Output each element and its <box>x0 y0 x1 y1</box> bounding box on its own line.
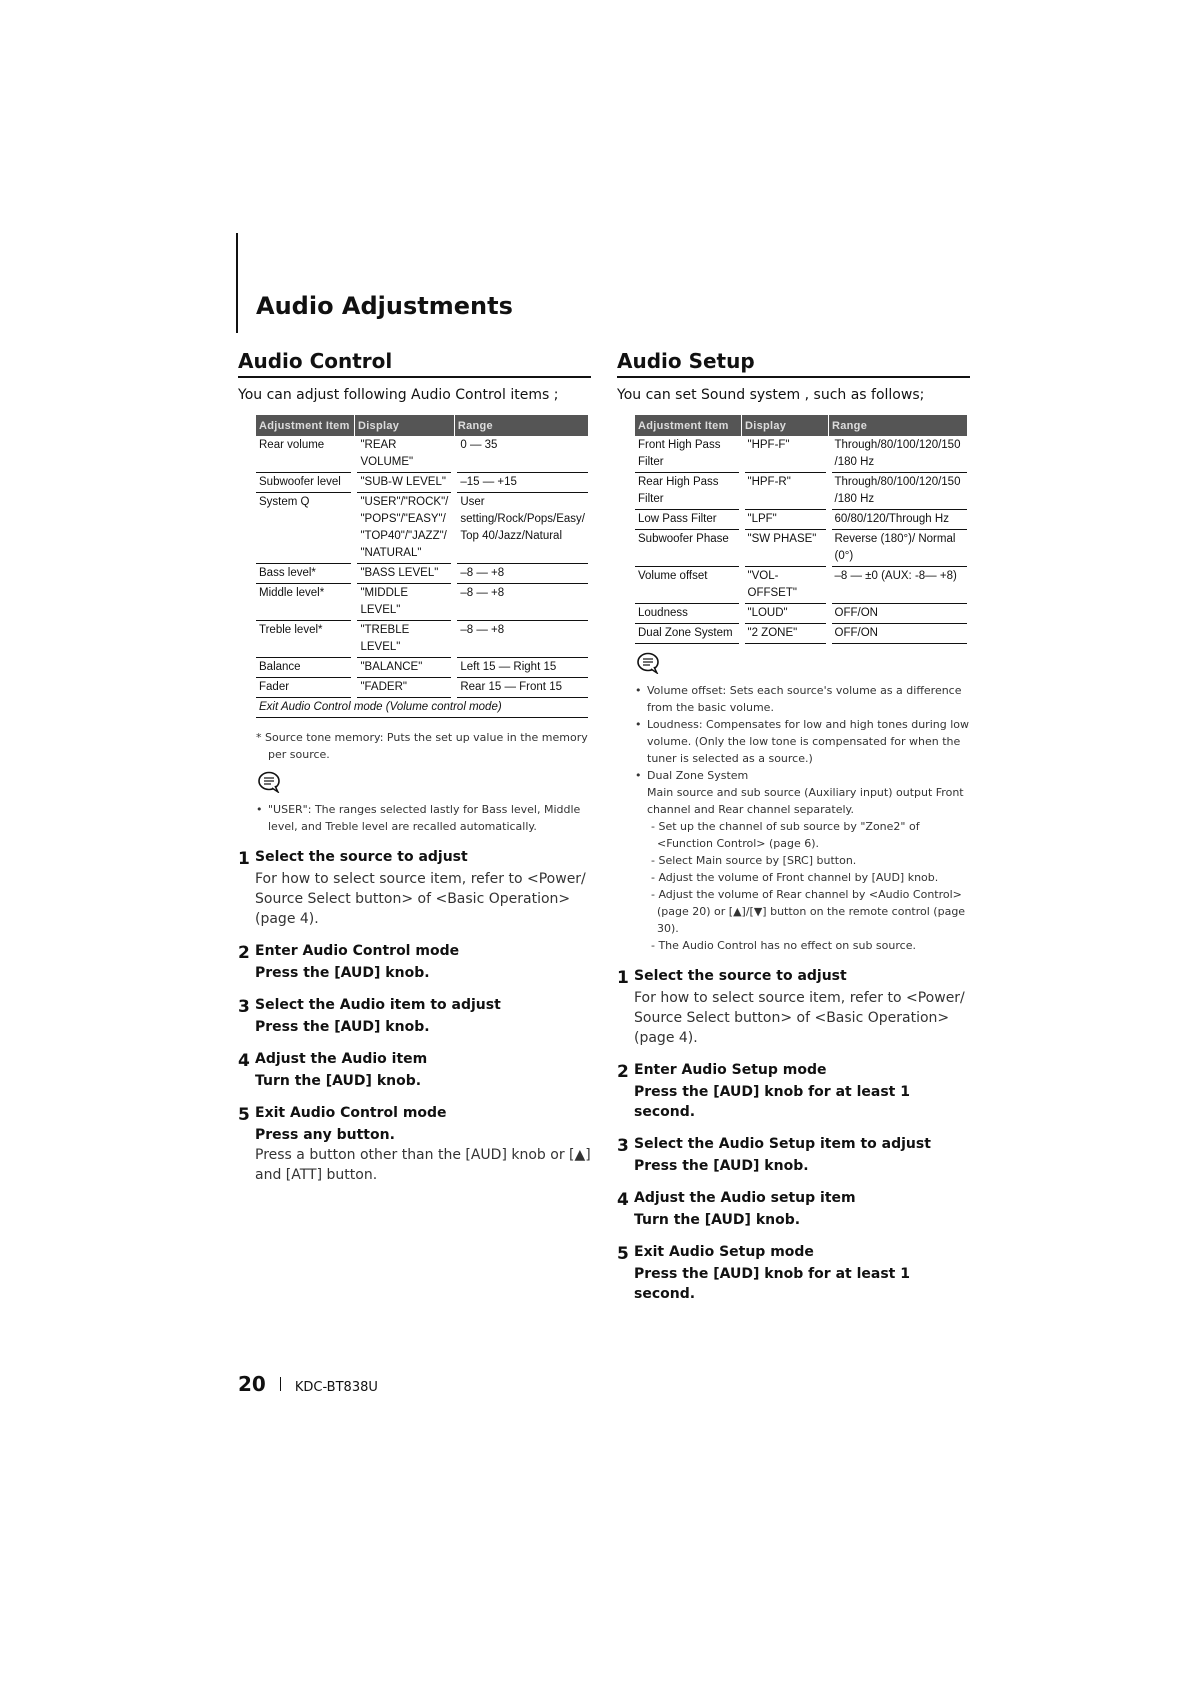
cell-display: "SUB-W LEVEL" <box>354 473 454 493</box>
cell-item: Bass level* <box>256 564 354 584</box>
volume-offset-note: • Volume offset: Sets each source's volume as a difference from the basic volume. <box>635 682 970 716</box>
dual-zone-note: • Dual Zone System <box>635 767 970 784</box>
cell-item: Subwoofer level <box>256 473 354 493</box>
cell-display: "TREBLE LEVEL" <box>354 621 454 658</box>
table-row <box>256 678 588 698</box>
cell-display: "HPF-R" <box>742 473 829 510</box>
cell-range: –8 — ±0 (AUX: -8— +8) <box>829 567 968 604</box>
step <box>238 1051 591 1091</box>
cell-range: –15 — +15 <box>454 473 588 493</box>
cell-item: Loudness <box>635 604 742 624</box>
cell-display: "USER"/"ROCK"/ "POPS"/"EASY"/ "TOP40"/"JAZZ"/ "NATURAL" <box>354 493 454 564</box>
step-title: Adjust the Audio setup item <box>634 1190 856 1206</box>
cell-display: "BALANCE" <box>354 658 454 678</box>
audio-setup-section <box>617 348 970 1304</box>
cell-item: Middle level* <box>256 584 354 621</box>
step-title: Select the Audio item to adjust <box>255 997 501 1013</box>
step-action: Press the [AUD] knob. <box>634 1158 809 1174</box>
col-header-display: Display <box>354 415 454 436</box>
cell-range: OFF/ON <box>829 604 968 624</box>
step <box>238 849 591 929</box>
loudness-note: • Loudness: Compensates for low and high tones during low volume. (Only the low tone is compensated for when the tuner is selected as a source.) <box>635 716 970 767</box>
table-row <box>256 564 588 584</box>
step-text: Press a button other than the [AUD] knob or [▲] and [ATT] button. <box>255 1147 591 1183</box>
step <box>238 943 591 983</box>
step-action: Press the [AUD] knob. <box>255 1019 430 1035</box>
cell-range: 60/80/120/Through Hz <box>829 510 968 530</box>
exit-mode-text: Exit Audio Control mode (Volume control mode) <box>256 698 588 718</box>
cell-item: Subwoofer Phase <box>635 530 742 567</box>
step-title: Enter Audio Control mode <box>255 943 460 959</box>
audio-setup-table <box>635 415 967 644</box>
table-row <box>635 567 967 604</box>
step-text: For how to select source item, refer to <Power/ Source Select button> of <Basic Operation> (page 4). <box>255 871 586 927</box>
cell-item: Dual Zone System <box>635 624 742 644</box>
table-row <box>256 584 588 621</box>
step-action: Press the [AUD] knob for at least 1 second. <box>634 1266 910 1302</box>
col-header-item: Adjustment Item <box>635 415 742 436</box>
col-header-range: Range <box>829 415 968 436</box>
audio-control-heading: Audio Control <box>238 348 591 378</box>
table-row <box>256 658 588 678</box>
cell-display: "VOL-OFFSET" <box>742 567 829 604</box>
audio-setup-intro: You can set Sound system , such as follows; <box>617 387 925 403</box>
page-number: 20 <box>238 1372 266 1396</box>
table-row <box>635 624 967 644</box>
cell-display: "SW PHASE" <box>742 530 829 567</box>
page-title: Audio Adjustments <box>256 292 513 320</box>
note-icon <box>256 771 286 793</box>
model-name: KDC-BT838U <box>294 1380 378 1395</box>
cell-item: Low Pass Filter <box>635 510 742 530</box>
cell-display: "2 ZONE" <box>742 624 829 644</box>
step-action: Press the [AUD] knob. <box>255 965 430 981</box>
cell-range: Through/80/100/120/150 /180 Hz <box>829 436 968 473</box>
step <box>238 1105 591 1185</box>
table-row <box>256 621 588 658</box>
cell-item: Rear High Pass Filter <box>635 473 742 510</box>
step-number: 4 <box>238 1051 250 1071</box>
cell-range: Rear 15 — Front 15 <box>454 678 588 698</box>
cell-range: 0 — 35 <box>454 436 588 473</box>
step-number: 4 <box>617 1190 629 1210</box>
title-rule <box>236 233 238 333</box>
step <box>617 968 970 1048</box>
cell-range: –8 — +8 <box>454 584 588 621</box>
step-number: 3 <box>238 997 250 1017</box>
step <box>617 1244 970 1304</box>
dual-zone-item: - Select Main source by [SRC] button. <box>651 854 857 867</box>
step-number: 3 <box>617 1136 629 1156</box>
table-row <box>635 436 967 473</box>
dual-zone-description: Main source and sub source (Auxiliary input) output Front channel and Rear channel separately. <box>647 786 964 816</box>
table-row <box>635 530 967 567</box>
cell-range: Through/80/100/120/150 /180 Hz <box>829 473 968 510</box>
cell-range: Reverse (180°)/ Normal (0°) <box>829 530 968 567</box>
cell-display: "HPF-F" <box>742 436 829 473</box>
dual-zone-item: - The Audio Control has no effect on sub source. <box>651 939 916 952</box>
cell-item: Volume offset <box>635 567 742 604</box>
step-title: Exit Audio Setup mode <box>634 1244 814 1260</box>
table-row <box>635 510 967 530</box>
audio-control-section <box>238 348 591 1185</box>
cell-range: OFF/ON <box>829 624 968 644</box>
col-header-item: Adjustment Item <box>256 415 354 436</box>
dual-zone-item: - Adjust the volume of Rear channel by <Audio Control> (page 20) or [▲]/[▼] button on the remote control (page 30). <box>651 888 966 935</box>
step-number: 2 <box>617 1062 629 1082</box>
step <box>617 1136 970 1176</box>
step-number: 1 <box>238 849 250 869</box>
note-icon <box>635 652 665 674</box>
step <box>617 1062 970 1122</box>
cell-range: User setting/Rock/Pops/Easy/ Top 40/Jazz/Natural <box>454 493 588 564</box>
table-row <box>256 436 588 473</box>
col-header-display: Display <box>742 415 829 436</box>
cell-display: "FADER" <box>354 678 454 698</box>
cell-display: "LOUD" <box>742 604 829 624</box>
cell-display: "LPF" <box>742 510 829 530</box>
step-title: Exit Audio Control mode <box>255 1105 447 1121</box>
cell-item: System Q <box>256 493 354 564</box>
step <box>238 997 591 1037</box>
step-title: Select the Audio Setup item to adjust <box>634 1136 931 1152</box>
step-action: Press any button. <box>255 1127 395 1143</box>
step-number: 1 <box>617 968 629 988</box>
table-row <box>635 473 967 510</box>
table-row <box>256 493 588 564</box>
user-note: • "USER": The ranges selected lastly for Bass level, Middle level, and Treble level are recalled automatically. <box>256 801 591 835</box>
step-number: 5 <box>617 1244 629 1264</box>
footer-divider <box>280 1377 281 1391</box>
cell-item: Treble level* <box>256 621 354 658</box>
col-header-range: Range <box>454 415 588 436</box>
step-text: For how to select source item, refer to <Power/ Source Select button> of <Basic Operation> (page 4). <box>634 990 965 1046</box>
dual-zone-item: - Set up the channel of sub source by "Zone2" of <Function Control> (page 6). <box>651 820 920 850</box>
cell-range: Left 15 — Right 15 <box>454 658 588 678</box>
step-title: Select the source to adjust <box>255 849 468 865</box>
cell-item: Rear volume <box>256 436 354 473</box>
step-action: Turn the [AUD] knob. <box>634 1212 801 1228</box>
cell-item: Front High Pass Filter <box>635 436 742 473</box>
cell-display: "MIDDLE LEVEL" <box>354 584 454 621</box>
source-tone-memory-note: * Source tone memory: Puts the set up value in the memory per source. <box>256 731 588 761</box>
step-title: Enter Audio Setup mode <box>634 1062 827 1078</box>
dual-zone-item: - Adjust the volume of Front channel by [AUD] knob. <box>651 871 939 884</box>
cell-range: –8 — +8 <box>454 621 588 658</box>
step-number: 2 <box>238 943 250 963</box>
audio-setup-heading: Audio Setup <box>617 348 970 378</box>
step-action: Turn the [AUD] knob. <box>255 1073 422 1089</box>
step-title: Select the source to adjust <box>634 968 847 984</box>
table-row <box>256 473 588 493</box>
step-action: Press the [AUD] knob for at least 1 second. <box>634 1084 910 1120</box>
cell-display: "BASS LEVEL" <box>354 564 454 584</box>
cell-range: –8 — +8 <box>454 564 588 584</box>
cell-display: "REAR VOLUME" <box>354 436 454 473</box>
step-number: 5 <box>238 1105 250 1125</box>
step-title: Adjust the Audio item <box>255 1051 428 1067</box>
cell-item: Balance <box>256 658 354 678</box>
table-row <box>635 604 967 624</box>
page-footer <box>238 1372 378 1396</box>
step <box>617 1190 970 1230</box>
audio-control-intro: You can adjust following Audio Control items ; <box>238 387 559 403</box>
cell-item: Fader <box>256 678 354 698</box>
exit-row <box>256 698 588 718</box>
audio-control-table <box>256 415 588 718</box>
